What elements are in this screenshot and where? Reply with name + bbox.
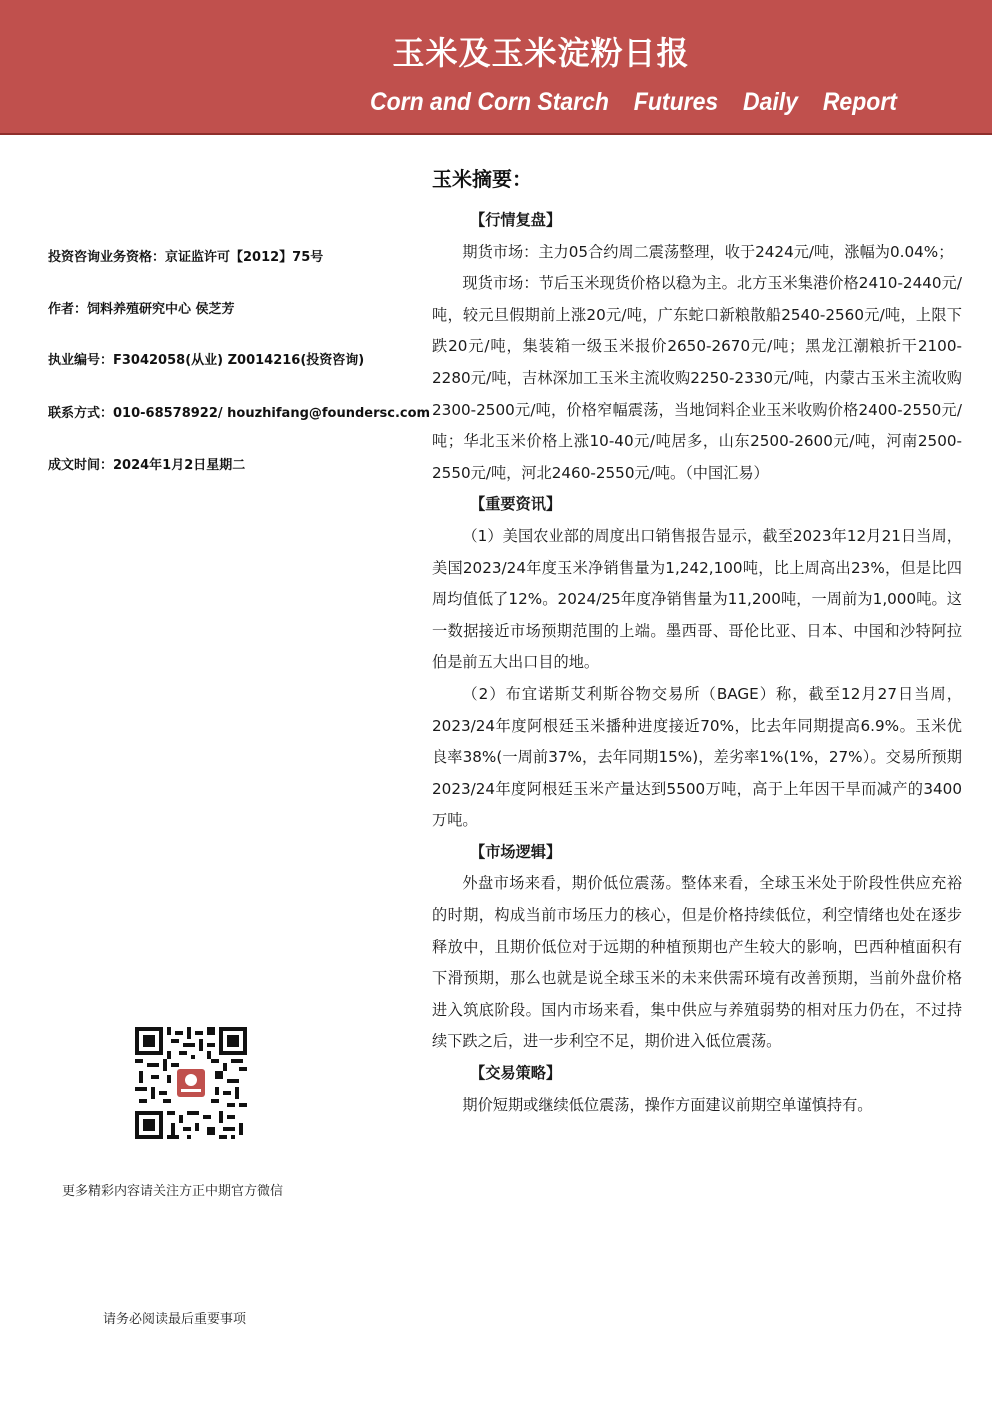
title-en-part: Futures xyxy=(633,88,719,116)
header-divider xyxy=(0,133,992,135)
meta-license: 执业编号：F3042058(从业) Z0014216(投资咨询) xyxy=(48,353,365,368)
section-heading-market-review: 【行情复盘】 xyxy=(470,211,562,229)
report-title-cn: 玉米及玉米淀粉日报 xyxy=(392,34,690,72)
title-en-part: Corn and Corn Starch xyxy=(370,88,609,116)
summary-content xyxy=(432,205,962,1121)
qr-code-icon xyxy=(135,1027,247,1139)
report-title-en xyxy=(370,88,922,117)
meta-qualification: 投资咨询业务资格：京证监许可【2012】75号 xyxy=(48,250,324,265)
section-heading-strategy: 【交易策略】 xyxy=(470,1064,562,1083)
paragraph-news-2: （2）布宜诺斯艾利斯谷物交易所（BAGE）称，截至12月27日当周，2023/24年度阿根廷玉米播种进度接近70%，比去年同期提高6.9%。玉米优良率38%(一周前37%，去年同期15%)，差劣率1%(1%，27%）。交易所预期2023/24年度阿根廷玉米产量达到5500万吨，高于上年因干旱而减产的3400万吨。 xyxy=(432,684,962,830)
title-en-part: Report xyxy=(822,88,897,116)
qr-caption: 更多精彩内容请关注方正中期官方微信 xyxy=(62,1184,284,1199)
footer-note: 请务必阅读最后重要事项 xyxy=(103,1312,247,1327)
paragraph-futures-market: 期货市场：主力05合约周二震荡整理，收于2424元/吨，涨幅为0.04%； xyxy=(462,242,954,261)
meta-date: 成文时间：2024年1月2日星期二 xyxy=(48,458,246,473)
meta-author: 作者：饲料养殖研究中心 侯芝芳 xyxy=(48,302,235,317)
header-banner xyxy=(0,0,992,133)
paragraph-strategy: 期价短期或继续低位震荡，操作方面建议前期空单谨慎持有。 xyxy=(462,1095,873,1114)
title-en-part: Daily xyxy=(743,88,798,116)
paragraph-news-1: （1）美国农业部的周度出口销售报告显示，截至2023年12月21日当周，美国2023/24年度玉米净销售量为1,242,100吨，比上周高出23%，但是比四周均值低了12%。2024/25年度净销售量为11,200吨，一周前为1,000吨。这一数据接近市场预期范围的上端。墨西哥、哥伦比亚、日本、中国和沙特阿拉伯是前五大出口目的地。 xyxy=(432,526,962,672)
paragraph-spot-market: 现货市场：节后玉米现货价格以稳为主。北方玉米集港价格2410-2440元/吨，较元旦假期前上涨20元/吨，广东蛇口新粮散船2540-2560元/吨，上限下跌20元/吨，集装箱一级玉米报价2650-2670元/吨；黑龙江潮粮折干2100-2280元/吨，吉林深加工玉米主流收购2250-2330元/吨，内蒙古玉米主流收购2300-2500元/吨，价格窄幅震荡，当地饲料企业玉米收购价格2400-2550元/吨；华北玉米价格上涨10-40元/吨居多，山东2500-2600元/吨，河南2500-2550元/吨，河北2460-2550元/吨。（中国汇易） xyxy=(432,274,962,482)
section-heading-logic: 【市场逻辑】 xyxy=(470,842,562,861)
summary-title: 玉米摘要： xyxy=(432,167,532,191)
paragraph-logic: 外盘市场来看，期价低位震荡。整体来看，全球玉米处于阶段性供应充裕的时期，构成当前市场压力的核心，但是价格持续低位，利空情绪也处在逐步释放中，且期价低位对于远期的种植预期也产生较大的影响，巴西种植面积有下滑预期，那么也就是说全球玉米的未来供需环境有改善预期，当前外盘价格进入筑底阶段。国内市场来看，集中供应与养殖弱势的相对压力仍在，不过持续下跌之后，进一步利空不足，期价进入低位震荡。 xyxy=(432,874,962,1051)
meta-contact: 联系方式：010-68578922/ houzhifang@foundersc.com xyxy=(48,406,431,421)
section-heading-news: 【重要资讯】 xyxy=(470,495,562,514)
